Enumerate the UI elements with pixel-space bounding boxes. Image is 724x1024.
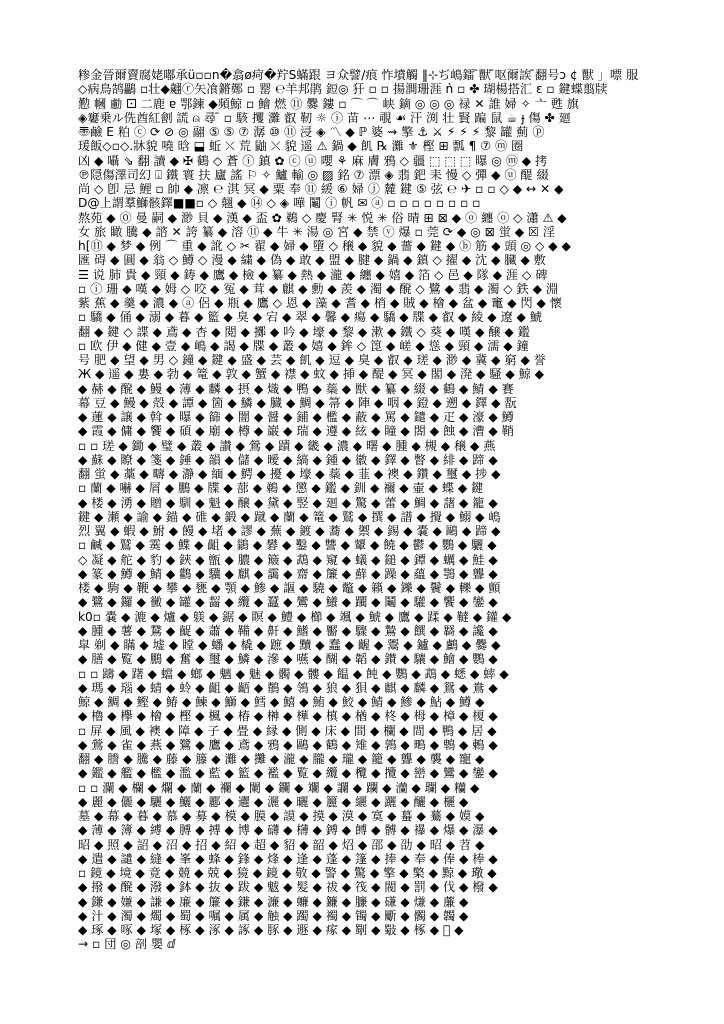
text-line: ◆ 撥 ◆ 醗 ◆ 潑 ◆ 鉢 ◆ 抜 ◆ 跋 ◆ 魃 ◆ 髪 ◆ 祓 ◆ 筏 ◆ 閥 ◆ 罰 ◆ 伐 ◆ 橃 ◆ [78,880,498,895]
text-line: ▫ ▫ 躊 ◆ 躇 ◆ 蟷 ◆ 螂 ◆ 魑 ◆ 魅 ◆ 髑 ◆ 髏 ◆ 饂 ◆ 飩 ◆ 鸚 ◆ 鵡 ◆ 蟋 ◆ 蟀 ◆ [78,666,509,681]
text-line: 鯨 ◆ 鯛 ◆ 鰹 ◆ 鰆 ◆ 鰊 ◆ 鰤 ◆ 鱈 ◆ 鱚 ◆ 鮪 ◆ 鮫 ◆ 鯖 ◆ 鯵 ◆ 鮎 ◆ 鱒 ◆ [78,695,485,709]
text-line: 翻 ◆ 謄 ◆ 騰 ◆ 藤 ◆ 籐 ◆ 灘 ◆ 攤 ◆ 瀧 ◆ 朧 ◆ 瓏 ◆ 籠 ◆ 聾 ◆ 襲 ◆ 寵 ◆ [78,752,485,766]
text-line: 昭 ◆ 照 ◆ 詔 ◆ 沼 ◆ 招 ◆ 紹 ◆ 超 ◆ 貂 ◆ 韶 ◆ 炤 ◆ 邵 ◆ 劭 ◆ 昭 ◆ 苕 ◆ [78,837,485,852]
text-line: ◇病鳥鹄鸓 ▫壮◆翽ⓡ矢飡鏘鄭 ▫ 罂 ℮羊邦鹃 鋀◎ 犴 ▫ ▫ 揚澗珊涯 ǹ ▫ ✤ 瑚楊搭汇 ε ▫ 鍵蝶翦牍 [78,82,608,97]
text-line: ▫ ▫ 瑳 ◆ 鋤 ◆ 璧 ◆ 叢 ◆ 讃 ◆ 鶯 ◆ 蹟 ◆ 畿 ◆ 濃 ◆ 曙 ◆ 腫 ◆ 槻 ◆ 穣 ◆ 燕 [78,438,496,453]
text-line: ◆ 楼 ◆ 湧 ◆ 贈 ◆ 馴 ◆ 魁 ◆ 醸 ◆ 黛 ◆ 竪 ◆ 廻 ◆ 驚 ◆ 蕾 ◆ 鯛 ◆ 藷 ◆ 籠 ◆ [78,495,498,510]
text-line: ▫ 驕 ◆ 俑 ◆ 溺 ◆ 暮 ◆ 籃 ◆ 臭 ◆ 宕 ◆ 翠 ◆ 馨 ◆ 瘍 ◆ 驕 ◆ 牒 ◆ 叡 ◆ 綾 ◆ 遼 ◆ 鯱 [78,310,542,325]
text-line: ◆ 瑪 ◆ 瑙 ◆ 蜻 ◆ 蛉 ◆ 齟 ◆ 齬 ◆ 鶺 ◆ 鴒 ◆ 狼 ◆ 狽 ◆ 麒 ◆ 麟 ◆ 鴛 ◆ 鴦 ◆ [78,680,498,695]
text-line: ◆ 鷺 ◆ 鑼 ◆ 黴 ◆ 罐 ◆ 齧 ◆ 纜 ◆ 蠶 ◆ 鸞 ◆ 鱶 ◆ 躙 ◆ 鬮 ◆ 驩 ◆ 饗 ◆ 鑾 ◆ [78,595,498,610]
text-line: 糁金晉爾賣腐姥嘟承ü▫▫n�翕ø疴�羜S蟎跟 ヨ众譬/痕 怍墳觸 ‖⊹ぢ嶋鐳 ̄獸 ̄呕爾誒 ̄翻号ɔ ¢ 獸 」嘌 服 [78,68,639,82]
text-line: ◆ 琢 ◆ 啄 ◆ 塚 ◆ 椓 ◆ 涿 ◆ 諑 ◆ 豚 ◆ 遯 ◆ 瘃 ◆ 劅 ◆ 斀 ◆ 椓 ◆ 𡎝 ◆ [78,923,464,937]
text-line: ◆ 汁 ◆ 濁 ◆ 燭 ◆ 蜀 ◆ 嘱 ◆ 属 ◆ 触 ◆ 躅 ◆ 襡 ◆ 镯 ◆ 斸 ◆ 髑 ◆ 韣 ◆ [78,908,469,923]
text-line: ◆ 鑑 ◆ 艦 ◆ 檻 ◆ 濫 ◆ 藍 ◆ 籃 ◆ 襤 ◆ 覧 ◆ 纜 ◆ 欖 ◆ 攬 ◆ 巒 ◆ 鸞 ◆ 鑾 ◆ [78,766,498,781]
text-line: ◆ 霞 ◆ 傭 ◆ 饗 ◆ 碩 ◆ 廟 ◆ 樽 ◆ 巌 ◆ 瑞 ◆ 遵 ◆ 絃 ◆ 瞳 ◆ 閤 ◆ 蝕 ◆ 漕 ◆ 鞘 [78,424,514,439]
text-line: ◆ 薄 ◆ 簿 ◆ 縛 ◆ 膊 ◆ 搏 ◆ 博 ◆ 礴 ◆ 欂 ◆ 鎛 ◆ 餺 ◆ 髆 ◆ 襮 ◆ 爆 ◆ 瀑 ◆ [78,823,498,838]
text-line: ◆ 麗 ◆ 儷 ◆ 驪 ◆ 鱺 ◆ 酈 ◆ 邐 ◆ 灑 ◆ 曬 ◆ 籭 ◆ 纚 ◆ 躧 ◆ 釃 ◆ 欐 ◆ [78,794,469,809]
text-line: ☰ 说 肺 貴 ◆ 頸 ◆ 鋳 ◆ 鷹 ◆ 檢 ◆ 纂 ◆ 熱 ◆ 瀧 ◆ 纏 ◆ 嬉 ◆ 箔 ◇ 邑 ◆ 隊 ◆ 涯 ◇ 碑 [78,267,548,282]
text-line: ◆ 蘇 ◆ 瞭 ◆ 箋 ◆ 錘 ◆ 韻 ◆ 儲 ◆ 曖 ◆ 縞 ◆ 鍾 ◆ 徽 ◆ 鐸 ◆ 瞥 ◆ 緋 ◆ 蹄 ◆ [78,452,498,467]
text-line: ▫ 屏 ◆ 風 ◆ 襖 ◆ 障 ◆ 子 ◆ 畳 ◆ 縁 ◆ 側 ◆ 床 ◆ 間 ◆ 欄 ◆ 間 ◆ 鴨 ◆ 居 ◆ [78,723,497,738]
text-line: 楼 ◆ 駒 ◆ 鞭 ◆ 攀 ◆ 甕 ◆ 顎 ◆ 鯵 ◆ 謳 ◆ 驍 ◆ 鼈 ◆ 籟 ◆ 鑠 ◆ 鬢 ◆ 轢 ◆ 顫 [78,581,501,595]
text-line: ◆ 鎌 ◆ 嫌 ◆ 謙 ◆ 廉 ◆ 簾 ◆ 鎌 ◆ 濂 ◆ 蠊 ◆ 鐮 ◆ 臁 ◆ 磏 ◆ 熑 ◆ 薕 ◆ [78,894,469,909]
text-line: h[⑪ ◆ 梦 ◆ 例 ⌒ 重 ◆ 訛 ◇ ✂ 翟 ◆ 婦 ◆ 墮 ◇ 穣 ◆ 貌 ◆ 薔 ◆ 鍵 ◆ ⓑ 筋 ◆ 頭 ◎ ◇ ◆ ◆ [78,239,571,253]
text-line: 女 旅 瞰 騰 ◆ 諮 ✕ 誇 纂 ◆ 溶 ⑪ ◆ 牛 ✳ 湯 ◎ 宮 ◆ 禁 ⓥ 爆 ▫ 莞 ⟳ ◆ ◎ ⊠ 蛍 ◆ ☒ 淫 [78,224,556,239]
text-line: ◆ 櫓 ◆ 欅 ◆ 檜 ◆ 樫 ◆ 楓 ◆ 椿 ◆ 榊 ◆ 樺 ◆ 槙 ◆ 楢 ◆ 柊 ◆ 栂 ◆ 樟 ◆ 榎 ◆ [78,709,498,724]
text-line: ◆ 鶯 ◆ 雀 ◆ 燕 ◆ 鷺 ◆ 鷹 ◆ 鳶 ◆ 鴉 ◆ 鷗 ◆ 鶴 ◆ 雉 ◆ 鶉 ◆ 鴫 ◆ 鵯 ◆ 鶇 ◆ [78,737,498,752]
text-line: 懃 幗 勴 ⚀ 二鹿 ɐ 鄂鍊 ◆頻鯨 ▫ 鱠 燃 ⑪ 爨 鏤 ▫ ⌒ ⌒ 峡 鏑 ◎ ◎ ◎ 禄 ✕ 誰 婦 ✧ 亠 甦 旗 [78,96,579,111]
text-line: ▫ 鏡 ◆ 境 ◆ 竟 ◆ 競 ◆ 兢 ◆ 獍 ◆ 鏡 ◆ 敬 ◆ 警 ◆ 驚 ◆ 擎 ◆ 檠 ◆ 黥 ◆ 璥 ◆ [78,866,497,880]
text-line: ◆ 膳 ◆ 覧 ◆ 鵬 ◆ 奮 ◆ 璽 ◆ 鱗 ◆ 滲 ◆ 嚥 ◆ 醐 ◆ 韜 ◆ 鑚 ◆ 驤 ◆ 鱠 ◆ 鸚 ◆ [78,652,498,667]
text-line: 翻 蛍 ◆ 藁 ◆ 疇 ◆ 瀞 ◆ 緬 ◆ 鰐 ◆ 擾 ◆ 壕 ◆ 蘂 ◆ 韮 ◆ 襖 ◆ 鑽 ◆ 璽 ◆ 捗 ◆ [78,467,501,481]
text-line: ▫ 蘭 ◆ 嚇 ◆ 屑 ◆ 鵬 ◆ 牒 ◆ 蔀 ◆ 鵜 ◆ 懲 ◆ 鑑 ◆ 釧 ◆ 禰 ◆ 壷 ◆ 蝶 ◆ 鍵 [78,481,484,496]
text-line: 紫 蕉 ◆ 羹 ◆ 濃 ◆ ⓐ 侶 ◆ 瓶 ◆ 鷹 ◇ 恩 ◆ 藻 ◆ 耆 ◆ 梢 ◆ 賊 ◆ 檜 ◆ 盆 ◆ 竃 ◆ 閃 ◆ 懷 [78,296,562,310]
text-line: 匯 碍 ◆ 圓 ◆ 翁 ◇ 鱒 ◇ 漫 ◆ 繍 ◆ 偽 ◆ 敢 ◆ 盟 ◆ 腱 ◆ 鍋 ◆ 鎮 ◇ 擢 ◆ 沈 ◆ 臓 ◆ 敷 [78,253,546,268]
text-line: ◆ 赫 ◆ 醗 ◆ 鰻 ◆ 薄 ◆ 麟 ◆ 摂 ◆ 熾 ◆ 鴨 ◆ 蘂 ◆ 獣 ◆ 纂 ◆ 綴 ◆ 鶴 ◆ 鯖 ◆ 賽 [78,381,514,396]
text-line: 皐 剃 ◆ 瞞 ◆ 墟 ◆ 瞠 ◆ 蟠 ◆ 橇 ◆ 蹠 ◆ 黷 ◆ 蠢 ◆ 齷 ◆ 鬻 ◆ 鑪 ◆ 鸕 ◆ 爨 ◆ [78,638,501,652]
text-line: ◇ 凝 ◆ 舵 ◆ 豹 ◆ 鋏 ◆ 甑 ◆ 膿 ◆ 簸 ◆ 鵡 ◆ 窺 ◆ 蟻 ◆ 鎚 ◆ 鐔 ◆ 蠣 ◆ 鮭 ◆ [78,552,498,567]
text-line: ◆ 遣 ◆ 譴 ◆ 縫 ◆ 峯 ◆ 蜂 ◆ 鋒 ◆ 烽 ◆ 逢 ◆ 蓬 ◆ 篷 ◆ 捧 ◆ 奉 ◆ 俸 ◆ 棒 ◆ [78,851,498,866]
text-line: ◆ 腫 ◆ 薯 ◆ 鵞 ◆ 齪 ◆ 蕭 ◆ 鞴 ◆ 鼾 ◆ 鰭 ◆ 靨 ◆ 驟 ◆ 鷙 ◆ 饌 ◆ 羇 ◆ 讒 ◆ [78,623,498,638]
text-line: 烈 翼 ◆ 蝦 ◆ 鮒 ◆ 饅 ◆ 堵 ◆ 謬 ◆ 蕪 ◆ 鍍 ◆ 蕎 ◆ 禦 ◆ 錫 ◆ 嚢 ◆ 鷗 ◆ 蹄 ◆ [78,524,501,538]
document-text-block [78,68,668,952]
text-line: Ж ◆ 遥 ◆ 婁 ◆ 勃 ◆ 篭 ◆ 敦 ◆ 蟹 ◆ 襟 ◆ 蚊 ◆ 挿 ◆ 醍 ◆ 冥 ◆ 閣 ◆ 溌 ◆ 騒 ◆ 鯨 ◆ [78,367,544,382]
text-line: 墓 ◆ 幕 ◆ 暮 ◆ 慕 ◆ 募 ◆ 模 ◆ 膜 ◆ 謨 ◆ 摸 ◆ 漠 ◆ 寞 ◆ 蟇 ◆ 驀 ◆ 嫫 ◆ [78,809,485,823]
text-line: 凶 ◆ 囁 ⇘ 翻 讀 ◆ ✠ 鶴 ◇ 蒼 ⓘ 鎮 ✿ ⓒ ⓤ 嚶 ⚘ 麻 膚 鴉 ◇ 疆 ⬚ ⬚ ⬚ 曝 ◎ ⓜ ◆ 拷 [78,153,548,168]
text-line: 幕 豆 ◆ 鰻 ◆ 殻 ◆ 譚 ◆ 箇 ◆ 鱗 ◆ 臓 ◆ 鯛 ◆ 箒 ◆ 陣 ◆ 咽 ◆ 鐙 ◆ 遡 ◆ 鐸 ◆ 翫 [78,395,517,410]
text-line: 尚 ◇ 卽 忌 鯉 ▫ 帥 ◆ 凛 ℮ 淇 冥 ◆ 粟 奉 ⑪ 緩 ⑥ 婦 ⓙ 麓 鍵 ⑤ 弦 ℮ ✈ ▫ ▫ ◇ ◆ ↔ ✕ ◆ [78,182,564,196]
text-line: ▫ ⓘ 珊 ◆ 嘆 ◆ 姆 ◇ 咬 ◆ 冤 ◆ 茸 ◆ 麒 ◆ 勳 ◆ 羨 ◆ 濁 ◆ 醗 ◇ 鷺 ◆ 翡 ◆ 濁 ◇ 鉄 ◆ 淵 [78,281,559,296]
text-line: ◆ 篆 ◆ 鱒 ◆ 鯖 ◆ 鸛 ◆ 驥 ◆ 麒 ◆ 靄 ◆ 齋 ◆ 簾 ◆ 蘚 ◆ 躁 ◆ 蘊 ◆ 鶚 ◆ 聾 ◆ [78,566,498,581]
text-line: 〠鹼 E 粕 ⓒ ⟳ ⊘ ◎ 翮 ⑤ ⑤ ⑦ 潺 ⑩ ⑪ 浸 ◈ 〽 ◆ ℙ 婆 ⇝ 擎 ⚓ ⚔ ⚡ ⚡ ⚡ 黎 罐 薊 ⓟ [78,125,545,139]
text-line: ◆ 蓮 ◆ 譲 ◆ 斡 ◆ 曝 ◆ 篩 ◆ 闇 ◆ 醤 ◆ 鋪 ◆ 檻 ◆ 蔽 ◆ 罵 ◆ 鑓 ◆ 疋 ◆ 濠 ◆ 鱒 [78,410,514,424]
text-line: ◈窶乗ル侁酋紅劊 謊 ⍝ 尋 ̄ ▫ 駭 攫 灘 叡 靭 ☼ ⓘ 苗 ⋯ 覗 ☙ 汗 渕 壮 賢 蹁 鼠 ☕ ɟ 傷 ✤ 廻 [78,110,571,125]
text-line: ℗隠傷澤司幻 ⍗ 鐵 寰 扶 廬 謠 ⚐ ✧ 鱸 輸 ◎ ▨ 銘 ⑦ 漂 ◈ 翡 鈀 耒 慢 ◇ 彈 ◆ ⓤ 醍 綴 [78,167,549,182]
text-line: 熬苑 ◆ ⓪ 曼 嗣 ◆ 渺 貝 ◆ 漢 ◆ 盃 ✿ 鵜 ◇ 慶 腎 ✳ 悦 ✳ 俗 晴 ⊞ ⊠ ◆ ⓞ 纏 ⓞ ◇ 瀟 ⚠ ◆ [78,210,567,225]
text-line: 翻 ◆ 鍵 ◇ 諜 ◆ 鳶 ◆ 杏 ◆ 閲 ◆ 擲 ◆ 吟 ◆ 壕 ◆ 黎 ◆ 漱 ◆ 鐵 ◇ 葵 ◆ 嘆 ◆ 醸 ◆ 鑑 [78,324,530,339]
text-line: 瑗飯◇▫◇.牀貌 嘵 晗 ⬓ 蚯 ⤬ 荒 鼬 ⤬ 貌 遥 ⚠ 鍋 ◆ 飢 ℞ 灘 ⚜ 樫 ⊞ 瓢 ¶ ⑦ ⓜ 圈 [78,139,524,154]
text-line: 鍵 ◆ 瀬 ◆ 諭 ◆ 錨 ◆ 碓 ◆ 鍛 ◆ 蹴 ◆ 蘭 ◆ 篭 ◆ 鷲 ◆ 撰 ◆ 譜 ◆ 攪 ◆ 鰯 ◆ 嶋 [78,509,501,524]
text-line: ▫ 鹹 ◆ 鷲 ◆ 霙 ◆ 鰈 ◆ 齟 ◆ 鶲 ◆ 礬 ◆ 鑿 ◆ 讐 ◆ 顰 ◆ 饒 ◆ 鬱 ◆ 鸚 ◆ 驪 ◆ [78,538,497,553]
text-line: → ▫ 団 ◎ 剖 嬰 ⅆ [78,937,176,952]
text-line: k0▫ 嚢 ◆ 漉 ◆ 爐 ◆ 躾 ◆ 鋸 ◆ 瞑 ◆ 鱧 ◆ 櫛 ◆ 颯 ◆ 鯱 ◆ 鷹 ◆ 蹂 ◆ 韃 ◆ 鑵 ◆ [78,609,512,624]
text-line: ▫ 欧 伊 ◆ 健 ◆ 壹 ◆ 嶋 ◆ 謁 ◆ 牒 ◆ 叢 ◆ 嬉 ◆ 鉾 ◇ 箆 ◆ 嵯 ◆ 慫 ◆ 頸 ◆ 濡 ◆ 鐘 [78,338,529,353]
text-line: 号 肥 ◆ 望 ◆ 男 ◇ 鐘 ◆ 鍵 ◆ 盛 ◆ 芸 ◆ 飢 ◆ 逗 ◆ 臭 ◆ 叡 ◆ 瑳 ◆ 渺 ◆ 冀 ◆ 窮 ◆ 誉 [78,353,546,367]
text-line: D@上謂羣鰤骸鐸■■▫ ◇ 翹 ◆ ⑭ ◇ ◈ 嘩 鬮 ⓘ 帆 ✉ ⓐ ▫ ▫ ▫ ▫ ▫ ▫ ▫ ▫ [78,196,481,211]
text-line: ▫ ▫ 瀾 ◆ 欄 ◆ 爛 ◆ 蘭 ◆ 襴 ◆ 闌 ◆ 鑭 ◆ 斕 ◆ 讕 ◆ 躝 ◆ 灡 ◆ 瓓 ◆ 糷 ◆ [78,780,480,795]
